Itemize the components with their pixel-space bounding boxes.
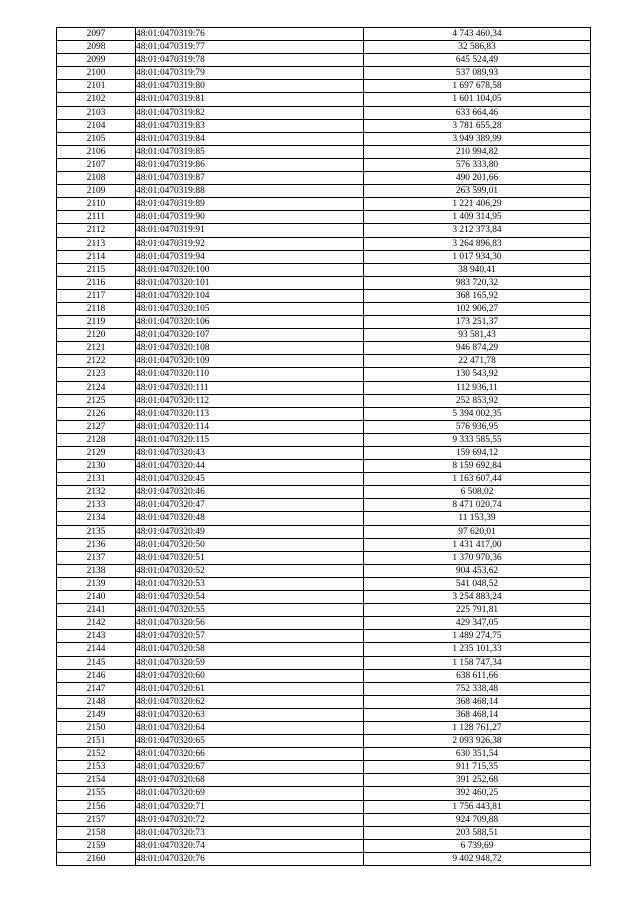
table-row <box>57 813 591 826</box>
table-row <box>57 604 591 617</box>
row-number-cell: 2104 <box>57 119 136 132</box>
row-number-cell: 2112 <box>57 224 136 237</box>
table-row <box>57 551 591 564</box>
cadastral-number-cell: 48:01:0470320:107 <box>136 329 364 342</box>
cadastral-value-cell: 1 601 104,05 <box>364 93 591 106</box>
table-row <box>57 761 591 774</box>
row-number-cell: 2158 <box>57 826 136 839</box>
table-row <box>57 289 591 302</box>
table-row <box>57 617 591 630</box>
table-row <box>57 237 591 250</box>
cadastral-number-cell: 48:01:0470320:106 <box>136 316 364 329</box>
row-number-cell: 2105 <box>57 132 136 145</box>
row-number-cell: 2117 <box>57 289 136 302</box>
cadastral-value-cell: 983 720,32 <box>364 276 591 289</box>
row-number-cell: 2123 <box>57 368 136 381</box>
table-row <box>57 28 591 41</box>
cadastral-number-cell: 48:01:0470320:57 <box>136 630 364 643</box>
table-row <box>57 407 591 420</box>
row-number-cell: 2133 <box>57 499 136 512</box>
cadastral-value-cell: 490 201,66 <box>364 172 591 185</box>
cadastral-value-cell: 3 264 896,83 <box>364 237 591 250</box>
row-number-cell: 2127 <box>57 420 136 433</box>
cadastral-number-cell: 48:01:0470320:53 <box>136 577 364 590</box>
table-row <box>57 591 591 604</box>
row-number-cell: 2137 <box>57 551 136 564</box>
cadastral-value-cell: 203 588,51 <box>364 826 591 839</box>
table-row <box>57 656 591 669</box>
table-row <box>57 342 591 355</box>
cadastral-number-cell: 48:01:0470319:87 <box>136 172 364 185</box>
cadastral-number-cell: 48:01:0470320:108 <box>136 342 364 355</box>
row-number-cell: 2147 <box>57 682 136 695</box>
table-row <box>57 276 591 289</box>
cadastral-number-cell: 48:01:0470319:86 <box>136 158 364 171</box>
row-number-cell: 2157 <box>57 813 136 826</box>
table-row <box>57 473 591 486</box>
cadastral-number-cell: 48:01:0470320:100 <box>136 263 364 276</box>
cadastral-value-cell: 263 599,01 <box>364 185 591 198</box>
row-number-cell: 2118 <box>57 302 136 315</box>
cadastral-value-cell: 537 089,93 <box>364 67 591 80</box>
cadastral-number-cell: 48:01:0470320:76 <box>136 852 364 865</box>
cadastral-value-cell: 576 936,95 <box>364 420 591 433</box>
cadastral-number-cell: 48:01:0470320:51 <box>136 551 364 564</box>
table-row <box>57 80 591 93</box>
cadastral-number-cell: 48:01:0470319:76 <box>136 28 364 41</box>
table-row <box>57 250 591 263</box>
table-row <box>57 512 591 525</box>
cadastral-number-cell: 48:01:0470319:89 <box>136 198 364 211</box>
cadastral-value-cell: 1 017 934,30 <box>364 250 591 263</box>
cadastral-value-cell: 391 252,68 <box>364 774 591 787</box>
row-number-cell: 2107 <box>57 158 136 171</box>
row-number-cell: 2122 <box>57 355 136 368</box>
table-row <box>57 787 591 800</box>
cadastral-value-cell: 6 508,02 <box>364 486 591 499</box>
cadastral-number-cell: 48:01:0470320:61 <box>136 682 364 695</box>
cadastral-value-cell: 633 664,46 <box>364 106 591 119</box>
cadastral-number-cell: 48:01:0470320:71 <box>136 800 364 813</box>
cadastral-value-cell: 3 254 883,24 <box>364 591 591 604</box>
cadastral-value-cell: 541 048,52 <box>364 577 591 590</box>
cadastral-value-cell: 1 697 678,58 <box>364 80 591 93</box>
row-number-cell: 2142 <box>57 617 136 630</box>
table-row <box>57 381 591 394</box>
cadastral-value-cell: 11 153,39 <box>364 512 591 525</box>
cadastral-value-cell: 911 715,35 <box>364 761 591 774</box>
row-number-cell: 2114 <box>57 250 136 263</box>
table-row <box>57 447 591 460</box>
cadastral-number-cell: 48:01:0470320:49 <box>136 525 364 538</box>
cadastral-value-cell: 8 159 692,84 <box>364 460 591 473</box>
cadastral-value-cell: 4 743 460,34 <box>364 28 591 41</box>
row-number-cell: 2154 <box>57 774 136 787</box>
row-number-cell: 2143 <box>57 630 136 643</box>
cadastral-value-cell: 22 471,78 <box>364 355 591 368</box>
cadastral-number-cell: 48:01:0470320:104 <box>136 289 364 302</box>
cadastral-value-cell: 130 543,92 <box>364 368 591 381</box>
table-row <box>57 93 591 106</box>
cadastral-number-cell: 48:01:0470320:112 <box>136 394 364 407</box>
row-number-cell: 2101 <box>57 80 136 93</box>
cadastral-number-cell: 48:01:0470320:64 <box>136 721 364 734</box>
table-row <box>57 721 591 734</box>
row-number-cell: 2102 <box>57 93 136 106</box>
row-number-cell: 2131 <box>57 473 136 486</box>
cadastral-value-cell: 252 853,92 <box>364 394 591 407</box>
cadastral-number-cell: 48:01:0470320:105 <box>136 302 364 315</box>
table-row <box>57 460 591 473</box>
cadastral-number-cell: 48:01:0470320:74 <box>136 839 364 852</box>
cadastral-number-cell: 48:01:0470319:78 <box>136 54 364 67</box>
cadastral-number-cell: 48:01:0470320:52 <box>136 564 364 577</box>
cadastral-value-cell: 630 351,54 <box>364 748 591 761</box>
table-row <box>57 54 591 67</box>
table-row <box>57 669 591 682</box>
cadastral-number-cell: 48:01:0470319:94 <box>136 250 364 263</box>
cadastral-value-cell: 1 431 417,00 <box>364 538 591 551</box>
cadastral-number-cell: 48:01:0470320:68 <box>136 774 364 787</box>
row-number-cell: 2135 <box>57 525 136 538</box>
table-row <box>57 198 591 211</box>
cadastral-number-cell: 48:01:0470319:84 <box>136 132 364 145</box>
cadastral-value-cell: 2 093 926,38 <box>364 735 591 748</box>
cadastral-value-cell: 392 460,25 <box>364 787 591 800</box>
row-number-cell: 2129 <box>57 447 136 460</box>
row-number-cell: 2151 <box>57 735 136 748</box>
cadastral-number-cell: 48:01:0470320:66 <box>136 748 364 761</box>
table-row <box>57 774 591 787</box>
cadastral-number-cell: 48:01:0470319:90 <box>136 211 364 224</box>
cadastral-value-cell: 645 524,49 <box>364 54 591 67</box>
cadastral-value-cell: 1 235 101,33 <box>364 643 591 656</box>
row-number-cell: 2113 <box>57 237 136 250</box>
table-row <box>57 211 591 224</box>
cadastral-number-cell: 48:01:0470319:77 <box>136 41 364 54</box>
table-row <box>57 433 591 446</box>
row-number-cell: 2116 <box>57 276 136 289</box>
cadastral-value-cell: 8 471 020,74 <box>364 499 591 512</box>
cadastral-number-cell: 48:01:0470320:47 <box>136 499 364 512</box>
cadastral-value-cell: 1 221 406,29 <box>364 198 591 211</box>
row-number-cell: 2145 <box>57 656 136 669</box>
cadastral-value-cell: 1 163 607,44 <box>364 473 591 486</box>
row-number-cell: 2152 <box>57 748 136 761</box>
cadastral-value-cell: 93 581,43 <box>364 329 591 342</box>
row-number-cell: 2121 <box>57 342 136 355</box>
row-number-cell: 2110 <box>57 198 136 211</box>
cadastral-value-cell: 38 940,41 <box>364 263 591 276</box>
cadastral-value-cell: 6 739,69 <box>364 839 591 852</box>
cadastral-number-cell: 48:01:0470320:110 <box>136 368 364 381</box>
cadastral-number-cell: 48:01:0470320:114 <box>136 420 364 433</box>
table-row <box>57 735 591 748</box>
row-number-cell: 2144 <box>57 643 136 656</box>
table-row <box>57 368 591 381</box>
cadastral-value-cell: 1 409 314,95 <box>364 211 591 224</box>
row-number-cell: 2146 <box>57 669 136 682</box>
row-number-cell: 2126 <box>57 407 136 420</box>
cadastral-value-cell: 368 468,14 <box>364 708 591 721</box>
cadastral-value-cell: 904 453,62 <box>364 564 591 577</box>
cadastral-value-cell: 1 756 443,81 <box>364 800 591 813</box>
cadastral-value-cell: 576 333,80 <box>364 158 591 171</box>
cadastral-number-cell: 48:01:0470320:109 <box>136 355 364 368</box>
table-row <box>57 748 591 761</box>
row-number-cell: 2100 <box>57 67 136 80</box>
table-row <box>57 394 591 407</box>
cadastral-number-cell: 48:01:0470320:115 <box>136 433 364 446</box>
table-row <box>57 329 591 342</box>
table-row <box>57 224 591 237</box>
cadastral-number-cell: 48:01:0470320:58 <box>136 643 364 656</box>
cadastral-value-cell: 3 781 655,28 <box>364 119 591 132</box>
table-row <box>57 525 591 538</box>
row-number-cell: 2160 <box>57 852 136 865</box>
cadastral-value-cell: 638 611,66 <box>364 669 591 682</box>
table-row <box>57 852 591 865</box>
cadastral-number-cell: 48:01:0470320:67 <box>136 761 364 774</box>
row-number-cell: 2097 <box>57 28 136 41</box>
table-row <box>57 708 591 721</box>
table-row <box>57 119 591 132</box>
cadastral-value-cell: 3 949 389,99 <box>364 132 591 145</box>
table-row <box>57 800 591 813</box>
row-number-cell: 2103 <box>57 106 136 119</box>
cadastral-number-cell: 48:01:0470320:59 <box>136 656 364 669</box>
row-number-cell: 2119 <box>57 316 136 329</box>
cadastral-value-cell: 9 402 948,72 <box>364 852 591 865</box>
table-row <box>57 185 591 198</box>
table-row <box>57 499 591 512</box>
row-number-cell: 2159 <box>57 839 136 852</box>
cadastral-number-cell: 48:01:0470319:81 <box>136 93 364 106</box>
row-number-cell: 2124 <box>57 381 136 394</box>
cadastral-number-cell: 48:01:0470320:44 <box>136 460 364 473</box>
row-number-cell: 2098 <box>57 41 136 54</box>
cadastral-number-cell: 48:01:0470320:60 <box>136 669 364 682</box>
row-number-cell: 2111 <box>57 211 136 224</box>
cadastral-number-cell: 48:01:0470320:65 <box>136 735 364 748</box>
cadastral-value-cell: 1 158 747,34 <box>364 656 591 669</box>
cadastral-number-cell: 48:01:0470320:50 <box>136 538 364 551</box>
table-row <box>57 132 591 145</box>
row-number-cell: 2140 <box>57 591 136 604</box>
cadastral-number-cell: 48:01:0470320:111 <box>136 381 364 394</box>
row-number-cell: 2125 <box>57 394 136 407</box>
cadastral-value-cell: 1 370 970,36 <box>364 551 591 564</box>
cadastral-value-cell: 9 333 585,55 <box>364 433 591 446</box>
table-row <box>57 695 591 708</box>
cadastral-value-cell: 429 347,05 <box>364 617 591 630</box>
cadastral-number-cell: 48:01:0470319:83 <box>136 119 364 132</box>
table-row <box>57 316 591 329</box>
table-row <box>57 839 591 852</box>
table-row <box>57 538 591 551</box>
cadastral-value-cell: 112 936,11 <box>364 381 591 394</box>
table-row <box>57 145 591 158</box>
table-row <box>57 577 591 590</box>
cadastral-value-cell: 1 489 274,75 <box>364 630 591 643</box>
row-number-cell: 2153 <box>57 761 136 774</box>
row-number-cell: 2136 <box>57 538 136 551</box>
cadastral-value-cell: 946 874,29 <box>364 342 591 355</box>
row-number-cell: 2138 <box>57 564 136 577</box>
table-row <box>57 158 591 171</box>
row-number-cell: 2108 <box>57 172 136 185</box>
row-number-cell: 2155 <box>57 787 136 800</box>
cadastral-value-cell: 368 165,92 <box>364 289 591 302</box>
row-number-cell: 2139 <box>57 577 136 590</box>
cadastral-number-cell: 48:01:0470319:85 <box>136 145 364 158</box>
table-row <box>57 564 591 577</box>
cadastral-number-cell: 48:01:0470320:69 <box>136 787 364 800</box>
cadastral-number-cell: 48:01:0470320:73 <box>136 826 364 839</box>
cadastral-value-cell: 1 128 761,27 <box>364 721 591 734</box>
cadastral-value-cell: 159 694,12 <box>364 447 591 460</box>
cadastral-number-cell: 48:01:0470320:54 <box>136 591 364 604</box>
cadastral-value-cell: 5 394 002,35 <box>364 407 591 420</box>
row-number-cell: 2134 <box>57 512 136 525</box>
row-number-cell: 2099 <box>57 54 136 67</box>
row-number-cell: 2141 <box>57 604 136 617</box>
table-row <box>57 41 591 54</box>
table-row <box>57 486 591 499</box>
cadastral-number-cell: 48:01:0470320:43 <box>136 447 364 460</box>
cadastral-number-cell: 48:01:0470320:56 <box>136 617 364 630</box>
table-row <box>57 172 591 185</box>
cadastral-number-cell: 48:01:0470319:92 <box>136 237 364 250</box>
row-number-cell: 2106 <box>57 145 136 158</box>
table-row <box>57 420 591 433</box>
table-row <box>57 643 591 656</box>
cadastral-value-table <box>56 27 591 866</box>
row-number-cell: 2109 <box>57 185 136 198</box>
cadastral-number-cell: 48:01:0470319:82 <box>136 106 364 119</box>
cadastral-number-cell: 48:01:0470319:88 <box>136 185 364 198</box>
row-number-cell: 2115 <box>57 263 136 276</box>
cadastral-value-cell: 97 620,01 <box>364 525 591 538</box>
cadastral-number-cell: 48:01:0470319:80 <box>136 80 364 93</box>
cadastral-number-cell: 48:01:0470319:91 <box>136 224 364 237</box>
table-row <box>57 67 591 80</box>
table-row <box>57 826 591 839</box>
table-row <box>57 355 591 368</box>
cadastral-number-cell: 48:01:0470320:45 <box>136 473 364 486</box>
table-row <box>57 630 591 643</box>
cadastral-number-cell: 48:01:0470320:101 <box>136 276 364 289</box>
row-number-cell: 2132 <box>57 486 136 499</box>
cadastral-value-cell: 3 212 373,84 <box>364 224 591 237</box>
table-row <box>57 302 591 315</box>
table-row <box>57 263 591 276</box>
row-number-cell: 2150 <box>57 721 136 734</box>
cadastral-number-cell: 48:01:0470320:72 <box>136 813 364 826</box>
cadastral-number-cell: 48:01:0470320:55 <box>136 604 364 617</box>
cadastral-value-cell: 173 251,37 <box>364 316 591 329</box>
row-number-cell: 2130 <box>57 460 136 473</box>
cadastral-value-cell: 210 994,82 <box>364 145 591 158</box>
row-number-cell: 2156 <box>57 800 136 813</box>
cadastral-value-cell: 368 468,14 <box>364 695 591 708</box>
table-row <box>57 106 591 119</box>
cadastral-number-cell: 48:01:0470319:79 <box>136 67 364 80</box>
cadastral-number-cell: 48:01:0470320:62 <box>136 695 364 708</box>
row-number-cell: 2148 <box>57 695 136 708</box>
row-number-cell: 2128 <box>57 433 136 446</box>
cadastral-number-cell: 48:01:0470320:113 <box>136 407 364 420</box>
row-number-cell: 2120 <box>57 329 136 342</box>
cadastral-number-cell: 48:01:0470320:48 <box>136 512 364 525</box>
cadastral-value-cell: 924 709,88 <box>364 813 591 826</box>
row-number-cell: 2149 <box>57 708 136 721</box>
cadastral-number-cell: 48:01:0470320:63 <box>136 708 364 721</box>
cadastral-number-cell: 48:01:0470320:46 <box>136 486 364 499</box>
cadastral-value-cell: 225 791,81 <box>364 604 591 617</box>
table-body <box>57 28 591 866</box>
cadastral-value-cell: 752 338,48 <box>364 682 591 695</box>
cadastral-value-cell: 102 906,27 <box>364 302 591 315</box>
table-row <box>57 682 591 695</box>
cadastral-value-cell: 32 586,83 <box>364 41 591 54</box>
